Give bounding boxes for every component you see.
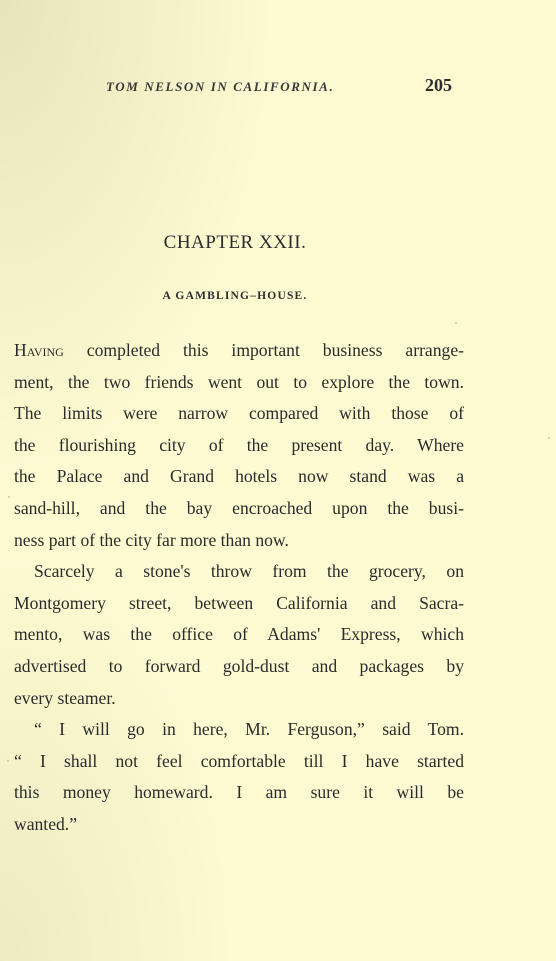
text-line: wanted.” — [14, 813, 78, 834]
text-line: “ I will go in here, Mr. Ferguson,” said Tom. — [34, 719, 464, 740]
text-line: advertised to forward gold-dust and packages by — [14, 655, 464, 676]
paper-speck — [548, 437, 550, 439]
paper-speck — [7, 760, 9, 762]
text-line — [14, 335, 464, 367]
text-line: ment, the two friends went out to explore the town. — [14, 371, 464, 392]
text-line: Scarcely a stone's throw from the grocery, on — [34, 561, 464, 582]
text-line: the flourishing city of the present day. Where — [14, 434, 464, 455]
text-line: every steamer. — [14, 687, 116, 708]
running-head: TOM NELSON IN CALIFORNIA. — [106, 79, 335, 94]
text-line-content: completed this important business arrange- — [63, 340, 464, 360]
chapter-title: CHAPTER XXII. — [163, 232, 307, 253]
text-line: ness part of the city far more than now. — [14, 529, 289, 550]
text-line: Montgomery street, between California and Sacra- — [14, 592, 464, 613]
chapter-subtitle: A GAMBLING–HOUSE. — [162, 290, 308, 302]
paper-speck — [455, 322, 457, 324]
body-text — [14, 335, 464, 841]
page-number: 205 — [425, 75, 452, 95]
text-line: “ I shall not feel comfortable till I have started — [14, 750, 464, 771]
paper-speck — [8, 496, 10, 498]
text-line: this money homeward. I am sure it will be — [14, 782, 464, 803]
text-line: mento, was the office of Adams' Express, which — [14, 624, 464, 645]
text-line: The limits were narrow compared with those of — [14, 403, 464, 424]
text-line: the Palace and Grand hotels now stand was a — [14, 466, 464, 487]
paragraph-lead-word: Having — [14, 340, 64, 360]
text-line: sand-hill, and the bay encroached upon the busi- — [14, 497, 464, 518]
